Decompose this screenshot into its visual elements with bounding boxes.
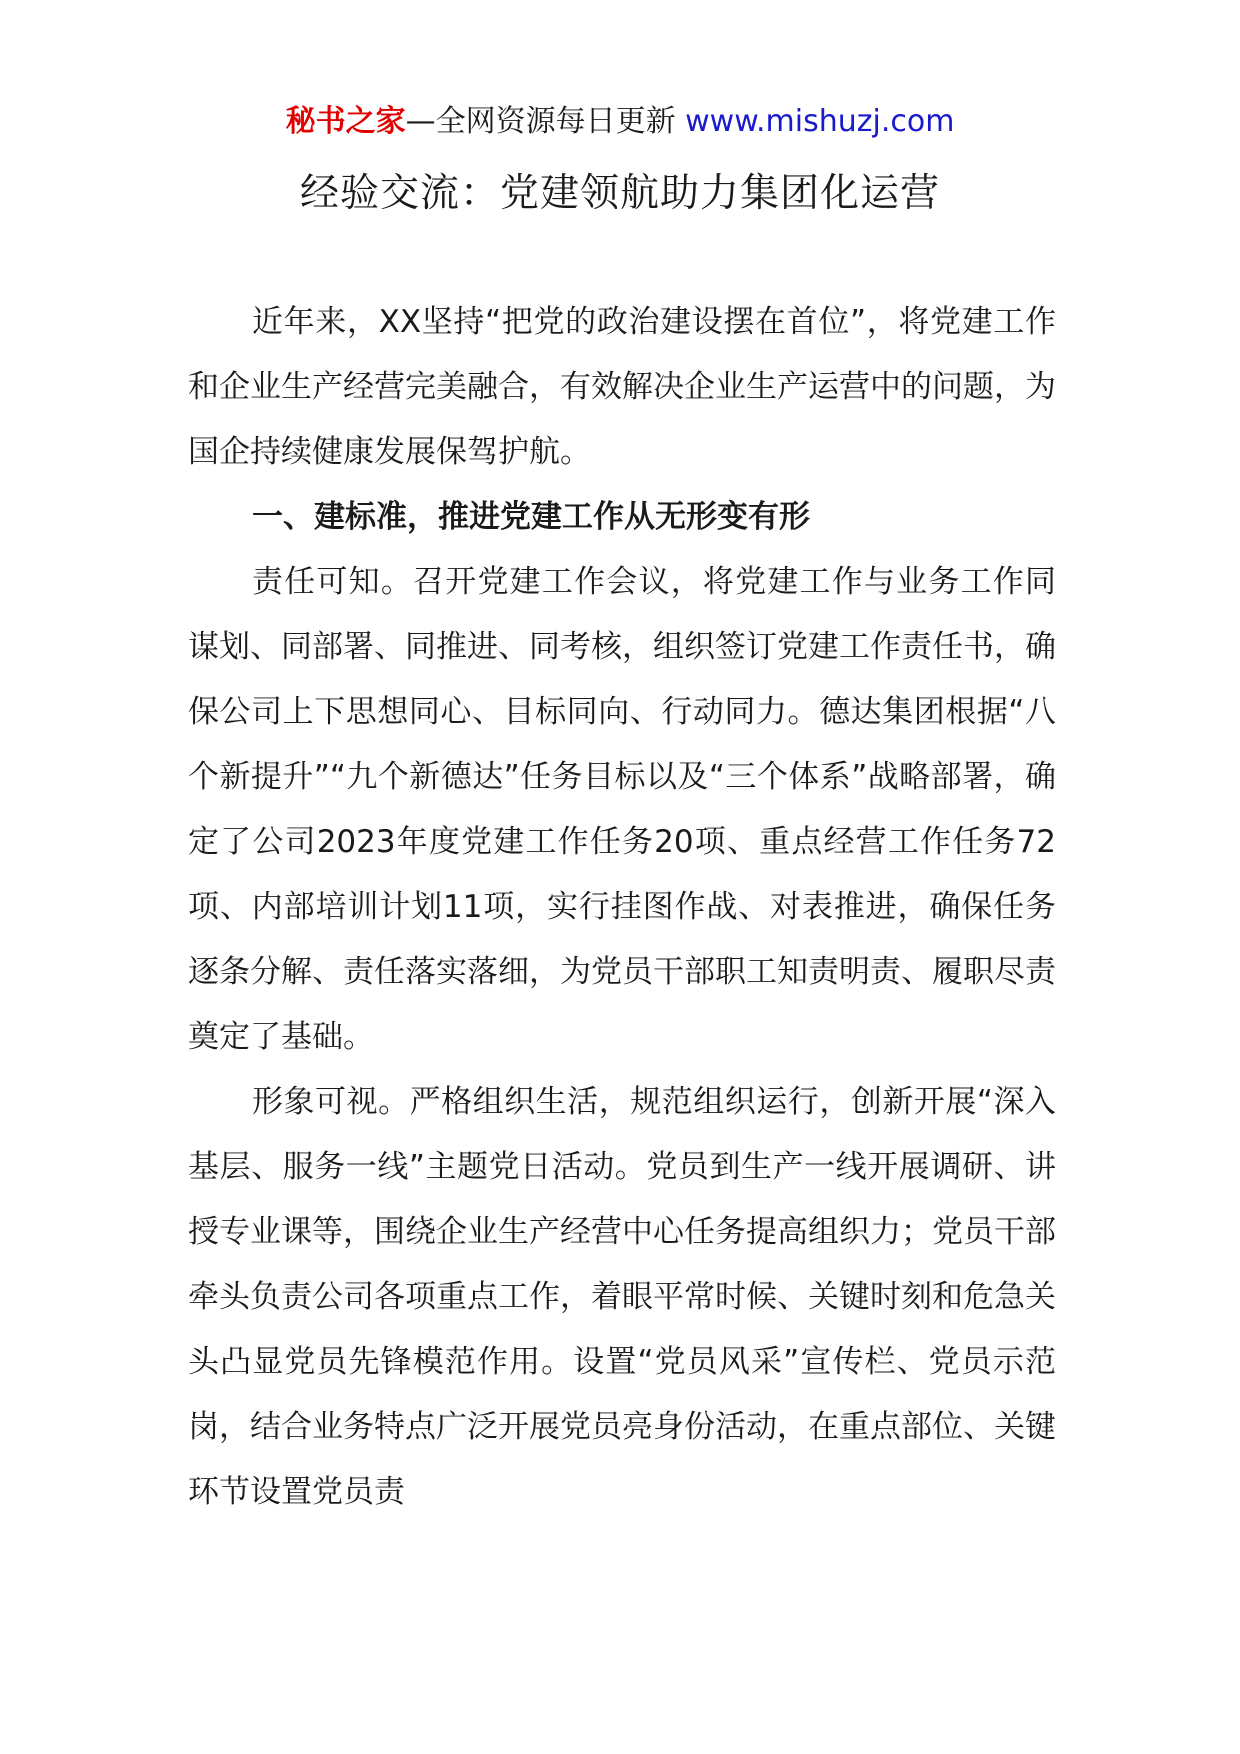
site-url-link[interactable]: www.mishuzj.com [685, 104, 955, 139]
site-brand: 秘书之家 [285, 104, 406, 139]
body-paragraph: 责任可知。召开党建工作会议，将党建工作与业务工作同谋划、同部署、同推进、同考核，组织签订党建工作责任书，确保公司上下思想同心、目标同向、行动同力。德达集团根据“八个新提升”“九个新德达”任务目标以及“三个体系”战略部署，确定了公司2023年度党建工作任务20项、重点经营工作任务72项、内部培训计划11项，实行挂图作战、对表推进，确保任务逐条分解、责任落实落细，为党员干部职工知责明责、履职尽责奠定了基础。 [188, 564, 1056, 1055]
intro-paragraph: 近年来，XX坚持“把党的政治建设摆在首位”，将党建工作和企业生产经营完美融合，有效解决企业生产运营中的问题，为国企持续健康发展保驾护航。 [188, 304, 1056, 470]
site-slogan: —全网资源每日更新 [405, 104, 676, 139]
section-heading: 一、建标准，推进党建工作从无形变有形 [252, 499, 810, 535]
site-header [0, 100, 1240, 144]
document-body [188, 290, 1056, 1525]
document-title: 经验交流：党建领航助力集团化运营 [299, 171, 940, 216]
body-paragraph: 形象可视。严格组织生活，规范组织运行，创新开展“深入基层、服务一线”主题党日活动。党员到生产一线开展调研、讲授专业课等，围绕企业生产经营中心任务提高组织力；党员干部牵头负责公司各项重点工作，着眼平常时候、关键时刻和危急关头凸显党员先锋模范作用。设置“党员风采”宣传栏、党员示范岗，结合业务特点广泛开展党员亮身份活动，在重点部位、关键环节设置党员责 [188, 1084, 1056, 1510]
